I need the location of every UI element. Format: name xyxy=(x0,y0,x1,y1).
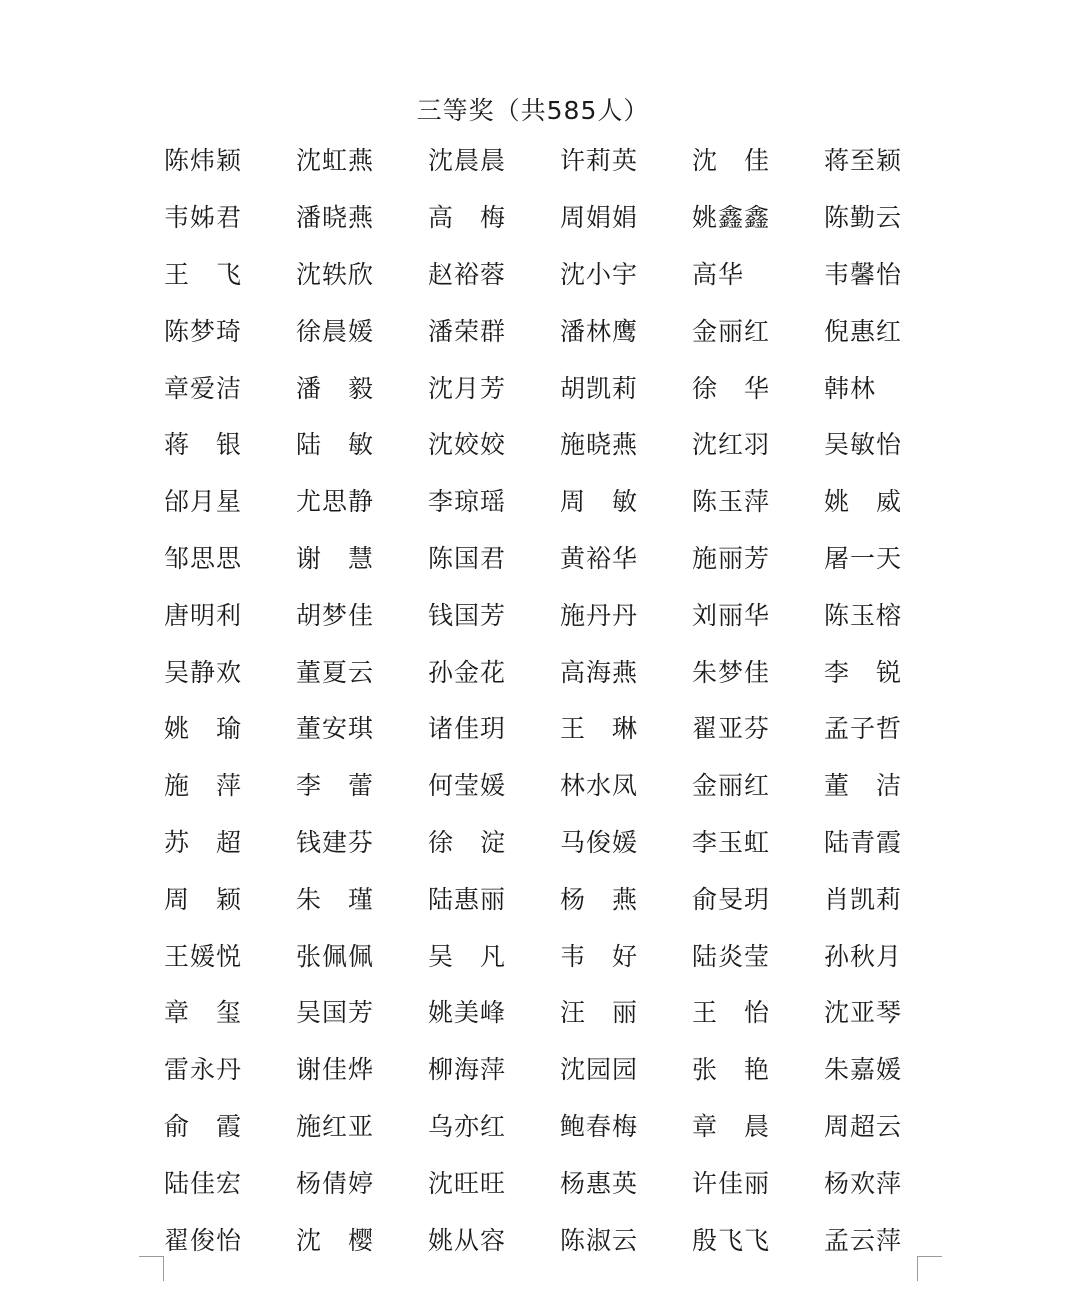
winner-name: 陈炜颖 xyxy=(164,146,243,176)
winner-name: 沈 佳 xyxy=(692,146,771,176)
winner-name: 钱建芬 xyxy=(296,827,375,857)
winner-name: 高海燕 xyxy=(560,657,639,687)
name-row xyxy=(164,644,964,701)
winner-name: 陆佳宏 xyxy=(164,1168,243,1198)
winner-name: 姚 瑜 xyxy=(164,714,243,744)
winner-name: 杨欢萍 xyxy=(824,1168,903,1198)
winner-name: 马俊媛 xyxy=(560,827,639,857)
name-row xyxy=(164,1155,964,1212)
winner-name: 徐晨媛 xyxy=(296,316,375,346)
winner-name: 谢 慧 xyxy=(296,543,375,573)
winner-name: 施丽芳 xyxy=(692,543,771,573)
winner-name: 韦姊君 xyxy=(164,203,243,233)
winner-name: 孙金花 xyxy=(428,657,507,687)
winner-name: 周超云 xyxy=(824,1111,903,1141)
name-row xyxy=(164,190,964,247)
winner-name: 陈梦琦 xyxy=(164,316,243,346)
winner-name: 周 颖 xyxy=(164,884,243,914)
winner-name: 陆惠丽 xyxy=(428,884,507,914)
winner-name: 施红亚 xyxy=(296,1111,375,1141)
winner-name: 倪惠红 xyxy=(824,316,903,346)
winner-name: 俞旻玥 xyxy=(692,884,771,914)
winner-name: 陆 敏 xyxy=(296,430,375,460)
winner-name: 翟俊怡 xyxy=(164,1225,243,1255)
winner-name: 胡梦佳 xyxy=(296,600,375,630)
name-row xyxy=(164,1042,964,1099)
winner-name: 吴国芳 xyxy=(296,998,375,1028)
winner-name: 沈晨晨 xyxy=(428,146,507,176)
winner-name: 赵裕蓉 xyxy=(428,259,507,289)
winner-name: 屠一天 xyxy=(824,543,903,573)
winner-name: 李 锐 xyxy=(824,657,903,687)
winner-name: 沈轶欣 xyxy=(296,259,375,289)
winner-name: 邹思思 xyxy=(164,543,243,573)
winner-name: 王 飞 xyxy=(164,259,243,289)
winner-name: 乌亦红 xyxy=(428,1111,507,1141)
winner-name: 潘林鹰 xyxy=(560,316,639,346)
name-row xyxy=(164,1212,964,1269)
winner-name: 徐 淀 xyxy=(428,827,507,857)
winner-name: 蒋 银 xyxy=(164,430,243,460)
winner-name: 章 玺 xyxy=(164,998,243,1028)
winner-name: 苏 超 xyxy=(164,827,243,857)
page-corner-mark-right xyxy=(917,1256,942,1281)
winner-name: 施丹丹 xyxy=(560,600,639,630)
name-row xyxy=(164,303,964,360)
winner-name: 唐明利 xyxy=(164,600,243,630)
winner-name: 陈勤云 xyxy=(824,203,903,233)
winner-name: 张佩佩 xyxy=(296,941,375,971)
winner-name: 柳海萍 xyxy=(428,1055,507,1085)
winner-name: 王 琳 xyxy=(560,714,639,744)
name-list xyxy=(164,133,964,1269)
winner-name: 韩林 xyxy=(824,373,877,403)
winner-name: 姚鑫鑫 xyxy=(692,203,771,233)
winner-name: 沈小宇 xyxy=(560,259,639,289)
winner-name: 刘丽华 xyxy=(692,600,771,630)
winner-name: 钱国芳 xyxy=(428,600,507,630)
page-corner-mark-left xyxy=(139,1256,164,1281)
name-row xyxy=(164,871,964,928)
winner-name: 金丽红 xyxy=(692,771,771,801)
winner-name: 陆青霞 xyxy=(824,827,903,857)
winner-name: 尤思静 xyxy=(296,487,375,517)
winner-name: 吴静欢 xyxy=(164,657,243,687)
name-row xyxy=(164,1099,964,1156)
winner-name: 章 晨 xyxy=(692,1111,771,1141)
winner-name: 鲍春梅 xyxy=(560,1111,639,1141)
winner-name: 周 敏 xyxy=(560,487,639,517)
winner-name: 何莹媛 xyxy=(428,771,507,801)
winner-name: 邰月星 xyxy=(164,487,243,517)
winner-name: 孟子哲 xyxy=(824,714,903,744)
winner-name: 陈玉榕 xyxy=(824,600,903,630)
winner-name: 俞 霞 xyxy=(164,1111,243,1141)
winner-name: 杨倩婷 xyxy=(296,1168,375,1198)
winner-name: 翟亚芬 xyxy=(692,714,771,744)
winner-name: 施 萍 xyxy=(164,771,243,801)
winner-name: 林水凤 xyxy=(560,771,639,801)
name-row xyxy=(164,360,964,417)
name-row xyxy=(164,417,964,474)
winner-name: 沈 樱 xyxy=(296,1225,375,1255)
name-row xyxy=(164,758,964,815)
winner-name: 陈淑云 xyxy=(560,1225,639,1255)
name-row xyxy=(164,474,964,531)
name-row xyxy=(164,815,964,872)
winner-name: 李玉虹 xyxy=(692,827,771,857)
winner-name: 许莉英 xyxy=(560,146,639,176)
winner-name: 朱嘉媛 xyxy=(824,1055,903,1085)
winner-name: 施晓燕 xyxy=(560,430,639,460)
winner-name: 雷永丹 xyxy=(164,1055,243,1085)
winner-name: 诸佳玥 xyxy=(428,714,507,744)
winner-name: 李琼瑶 xyxy=(428,487,507,517)
name-row xyxy=(164,985,964,1042)
winner-name: 董夏云 xyxy=(296,657,375,687)
winner-name: 姚美峰 xyxy=(428,998,507,1028)
winner-name: 肖凯莉 xyxy=(824,884,903,914)
winner-name: 潘荣群 xyxy=(428,316,507,346)
winner-name: 韦 好 xyxy=(560,941,639,971)
winner-name: 杨 燕 xyxy=(560,884,639,914)
winner-name: 沈虹燕 xyxy=(296,146,375,176)
winner-name: 孟云萍 xyxy=(824,1225,903,1255)
winner-name: 周娟娟 xyxy=(560,203,639,233)
winner-name: 张 艳 xyxy=(692,1055,771,1085)
winner-name: 李 蕾 xyxy=(296,771,375,801)
winner-name: 谢佳烨 xyxy=(296,1055,375,1085)
winner-name: 沈姣姣 xyxy=(428,430,507,460)
winner-name: 韦馨怡 xyxy=(824,259,903,289)
winner-name: 沈旺旺 xyxy=(428,1168,507,1198)
winner-name: 陈玉萍 xyxy=(692,487,771,517)
winner-name: 汪 丽 xyxy=(560,998,639,1028)
winner-name: 潘晓燕 xyxy=(296,203,375,233)
winner-name: 王 怡 xyxy=(692,998,771,1028)
winner-name: 吴敏怡 xyxy=(824,430,903,460)
winner-name: 黄裕华 xyxy=(560,543,639,573)
winner-name: 朱 瑾 xyxy=(296,884,375,914)
winner-name: 陈国君 xyxy=(428,543,507,573)
name-row xyxy=(164,133,964,190)
winner-name: 潘 毅 xyxy=(296,373,375,403)
winner-name: 孙秋月 xyxy=(824,941,903,971)
winner-name: 姚 威 xyxy=(824,487,903,517)
winner-name: 沈月芳 xyxy=(428,373,507,403)
winner-name: 殷飞飞 xyxy=(692,1225,771,1255)
winner-name: 吴 凡 xyxy=(428,941,507,971)
winner-name: 徐 华 xyxy=(692,373,771,403)
winner-name: 董 洁 xyxy=(824,771,903,801)
name-row xyxy=(164,587,964,644)
name-row xyxy=(164,247,964,304)
winner-name: 朱梦佳 xyxy=(692,657,771,687)
winner-name: 沈亚琴 xyxy=(824,998,903,1028)
winner-name: 陆炎莹 xyxy=(692,941,771,971)
winner-name: 沈园园 xyxy=(560,1055,639,1085)
winner-name: 胡凯莉 xyxy=(560,373,639,403)
name-row xyxy=(164,531,964,588)
winner-name: 蒋至颖 xyxy=(824,146,903,176)
winner-name: 董安琪 xyxy=(296,714,375,744)
winner-name: 高华 xyxy=(692,259,745,289)
winner-name: 王媛悦 xyxy=(164,941,243,971)
winner-name: 金丽红 xyxy=(692,316,771,346)
name-row xyxy=(164,928,964,985)
page-title: 三等奖（共585人） xyxy=(416,96,650,125)
name-row xyxy=(164,701,964,758)
winner-name: 高 梅 xyxy=(428,203,507,233)
winner-name: 杨惠英 xyxy=(560,1168,639,1198)
winner-name: 姚从容 xyxy=(428,1225,507,1255)
winner-name: 章爱洁 xyxy=(164,373,243,403)
winner-name: 许佳丽 xyxy=(692,1168,771,1198)
winner-name: 沈红羽 xyxy=(692,430,771,460)
